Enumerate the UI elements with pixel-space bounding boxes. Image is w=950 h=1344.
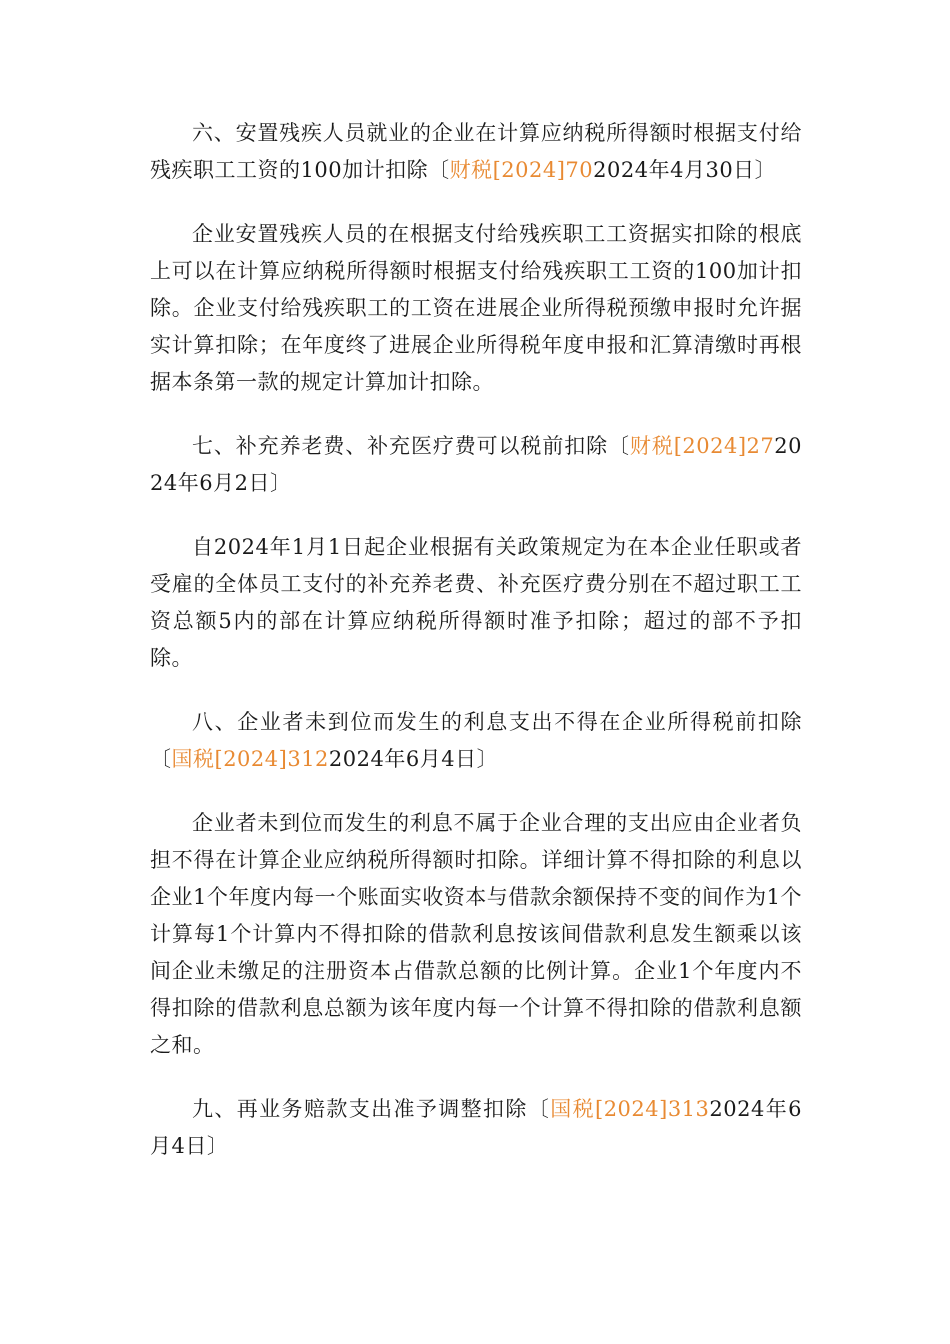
section-7-heading	[150, 428, 802, 502]
section-7-reference-link[interactable]: 财税[2024]27	[629, 434, 775, 458]
section-6-heading-text: 六、安置残疾人员就业的企业在计算应纳税所得额时根据支付给残疾职工工资的100加计扣除〔	[150, 121, 802, 182]
section-6-heading-date: 2024年4月30日〕	[593, 158, 777, 182]
section-6-heading	[150, 115, 802, 189]
section-9-heading-date: 2024年6月4日〕	[150, 1097, 803, 1158]
document-page	[150, 115, 802, 1192]
section-9-heading-text: 九、再业务赔款支出准予调整扣除〔	[192, 1097, 551, 1121]
section-8-heading	[150, 704, 802, 778]
section-8-heading-date: 2024年6月4日〕	[328, 747, 499, 771]
section-8-reference-link[interactable]: 国税[2024]312	[171, 747, 329, 771]
section-7-heading-date: 2024年6月2日〕	[150, 434, 802, 495]
section-8-body: 企业者未到位而发生的利息不属于企业合理的支出应由企业者负担不得在计算企业应纳税所得额时扣除。详细计算不得扣除的利息以企业1个年度内每一个账面实收资本与借款余额保持不变的间作为1个计算每1个计算内不得扣除的借款利息按该间借款利息发生额乘以该间企业未缴足的注册资本占借款总额的比例计算。企业1个年度内不得扣除的借款利息总额为该年度内每一个计算不得扣除的借款利息额之和。	[150, 811, 802, 1057]
section-7-body: 自2024年1月1日起企业根据有关政策规定为在本企业任职或者受雇的全体员工支付的补充养老费、补充医疗费分别在不超过职工工资总额5内的部在计算应纳税所得额时准予扣除；超过的部不予扣除。	[150, 535, 802, 670]
section-6-reference-link[interactable]: 财税[2024]70	[449, 158, 594, 182]
section-8-heading-text: 八、企业者未到位而发生的利息支出不得在企业所得税前扣除〔	[150, 710, 802, 771]
section-9-reference-link[interactable]: 国税[2024]313	[550, 1097, 710, 1121]
section-9-heading	[150, 1091, 802, 1165]
section-7-heading-text: 七、补充养老费、补充医疗费可以税前扣除〔	[192, 434, 630, 458]
section-6-body: 企业安置残疾人员的在根据支付给残疾职工工资据实扣除的根底上可以在计算应纳税所得额时根据支付给残疾职工工资的100加计扣除。企业支付给残疾职工的工资在进展企业所得税预缴申报时允许据实计算扣除；在年度终了进展企业所得税年度申报和汇算清缴时再根据本条第一款的规定计算加计扣除。	[150, 222, 802, 394]
